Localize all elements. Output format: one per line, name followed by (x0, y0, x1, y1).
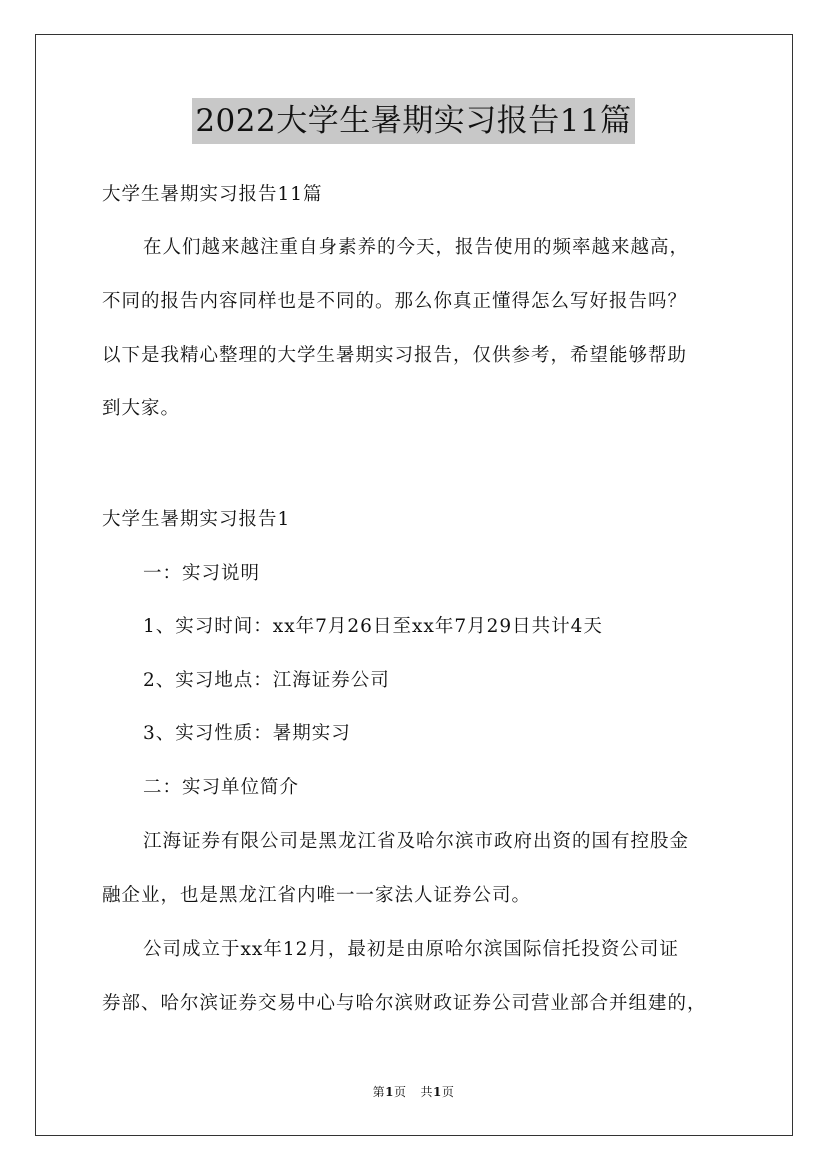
intro-line-3: 以下是我精心整理的大学生暑期实习报告，仅供参考，希望能够帮助 (102, 345, 688, 366)
list-item: 1、实习时间：xx年7月26日至xx年7月29日共计4天 (143, 616, 603, 637)
document-title: 2022大学生暑期实习报告11篇 (192, 98, 634, 144)
section-heading: 大学生暑期实习报告1 (102, 509, 291, 530)
footer-page-suffix: 页 (393, 1085, 407, 1099)
page-footer (0, 1083, 827, 1100)
paragraph-1-line-1: 江海证券有限公司是黑龙江省及哈尔滨市政府出资的国有控股金 (143, 831, 690, 852)
footer-total-prefix: 共 (420, 1085, 434, 1099)
intro-line-1: 在人们越来越注重自身素养的今天，报告使用的频率越来越高， (143, 237, 690, 258)
intro-line-4: 到大家。 (102, 398, 181, 419)
footer-page-prefix: 第 (372, 1085, 386, 1099)
title-container (0, 98, 827, 144)
list-item: 3、实习性质：暑期实习 (143, 723, 351, 744)
footer-page-number: 1 (385, 1085, 394, 1099)
paragraph-2-line-1: 公司成立于xx年12月，最初是由原哈尔滨国际信托投资公司证 (143, 939, 679, 960)
paragraph-1-line-2: 融企业，也是黑龙江省内唯一一家法人证券公司。 (102, 885, 532, 906)
intro-line-2: 不同的报告内容同样也是不同的。那么你真正懂得怎么写好报告吗？ (102, 291, 688, 312)
footer-total-suffix: 页 (441, 1085, 455, 1099)
paragraph-2-line-2: 券部、哈尔滨证券交易中心与哈尔滨财政证券公司营业部合并组建的， (102, 993, 707, 1014)
part1-heading: 一：实习说明 (143, 563, 261, 584)
part2-heading: 二：实习单位简介 (143, 777, 300, 798)
list-item: 2、实习地点：江海证券公司 (143, 670, 390, 691)
footer-total-pages: 1 (433, 1085, 442, 1099)
subtitle: 大学生暑期实习报告11篇 (102, 184, 323, 205)
